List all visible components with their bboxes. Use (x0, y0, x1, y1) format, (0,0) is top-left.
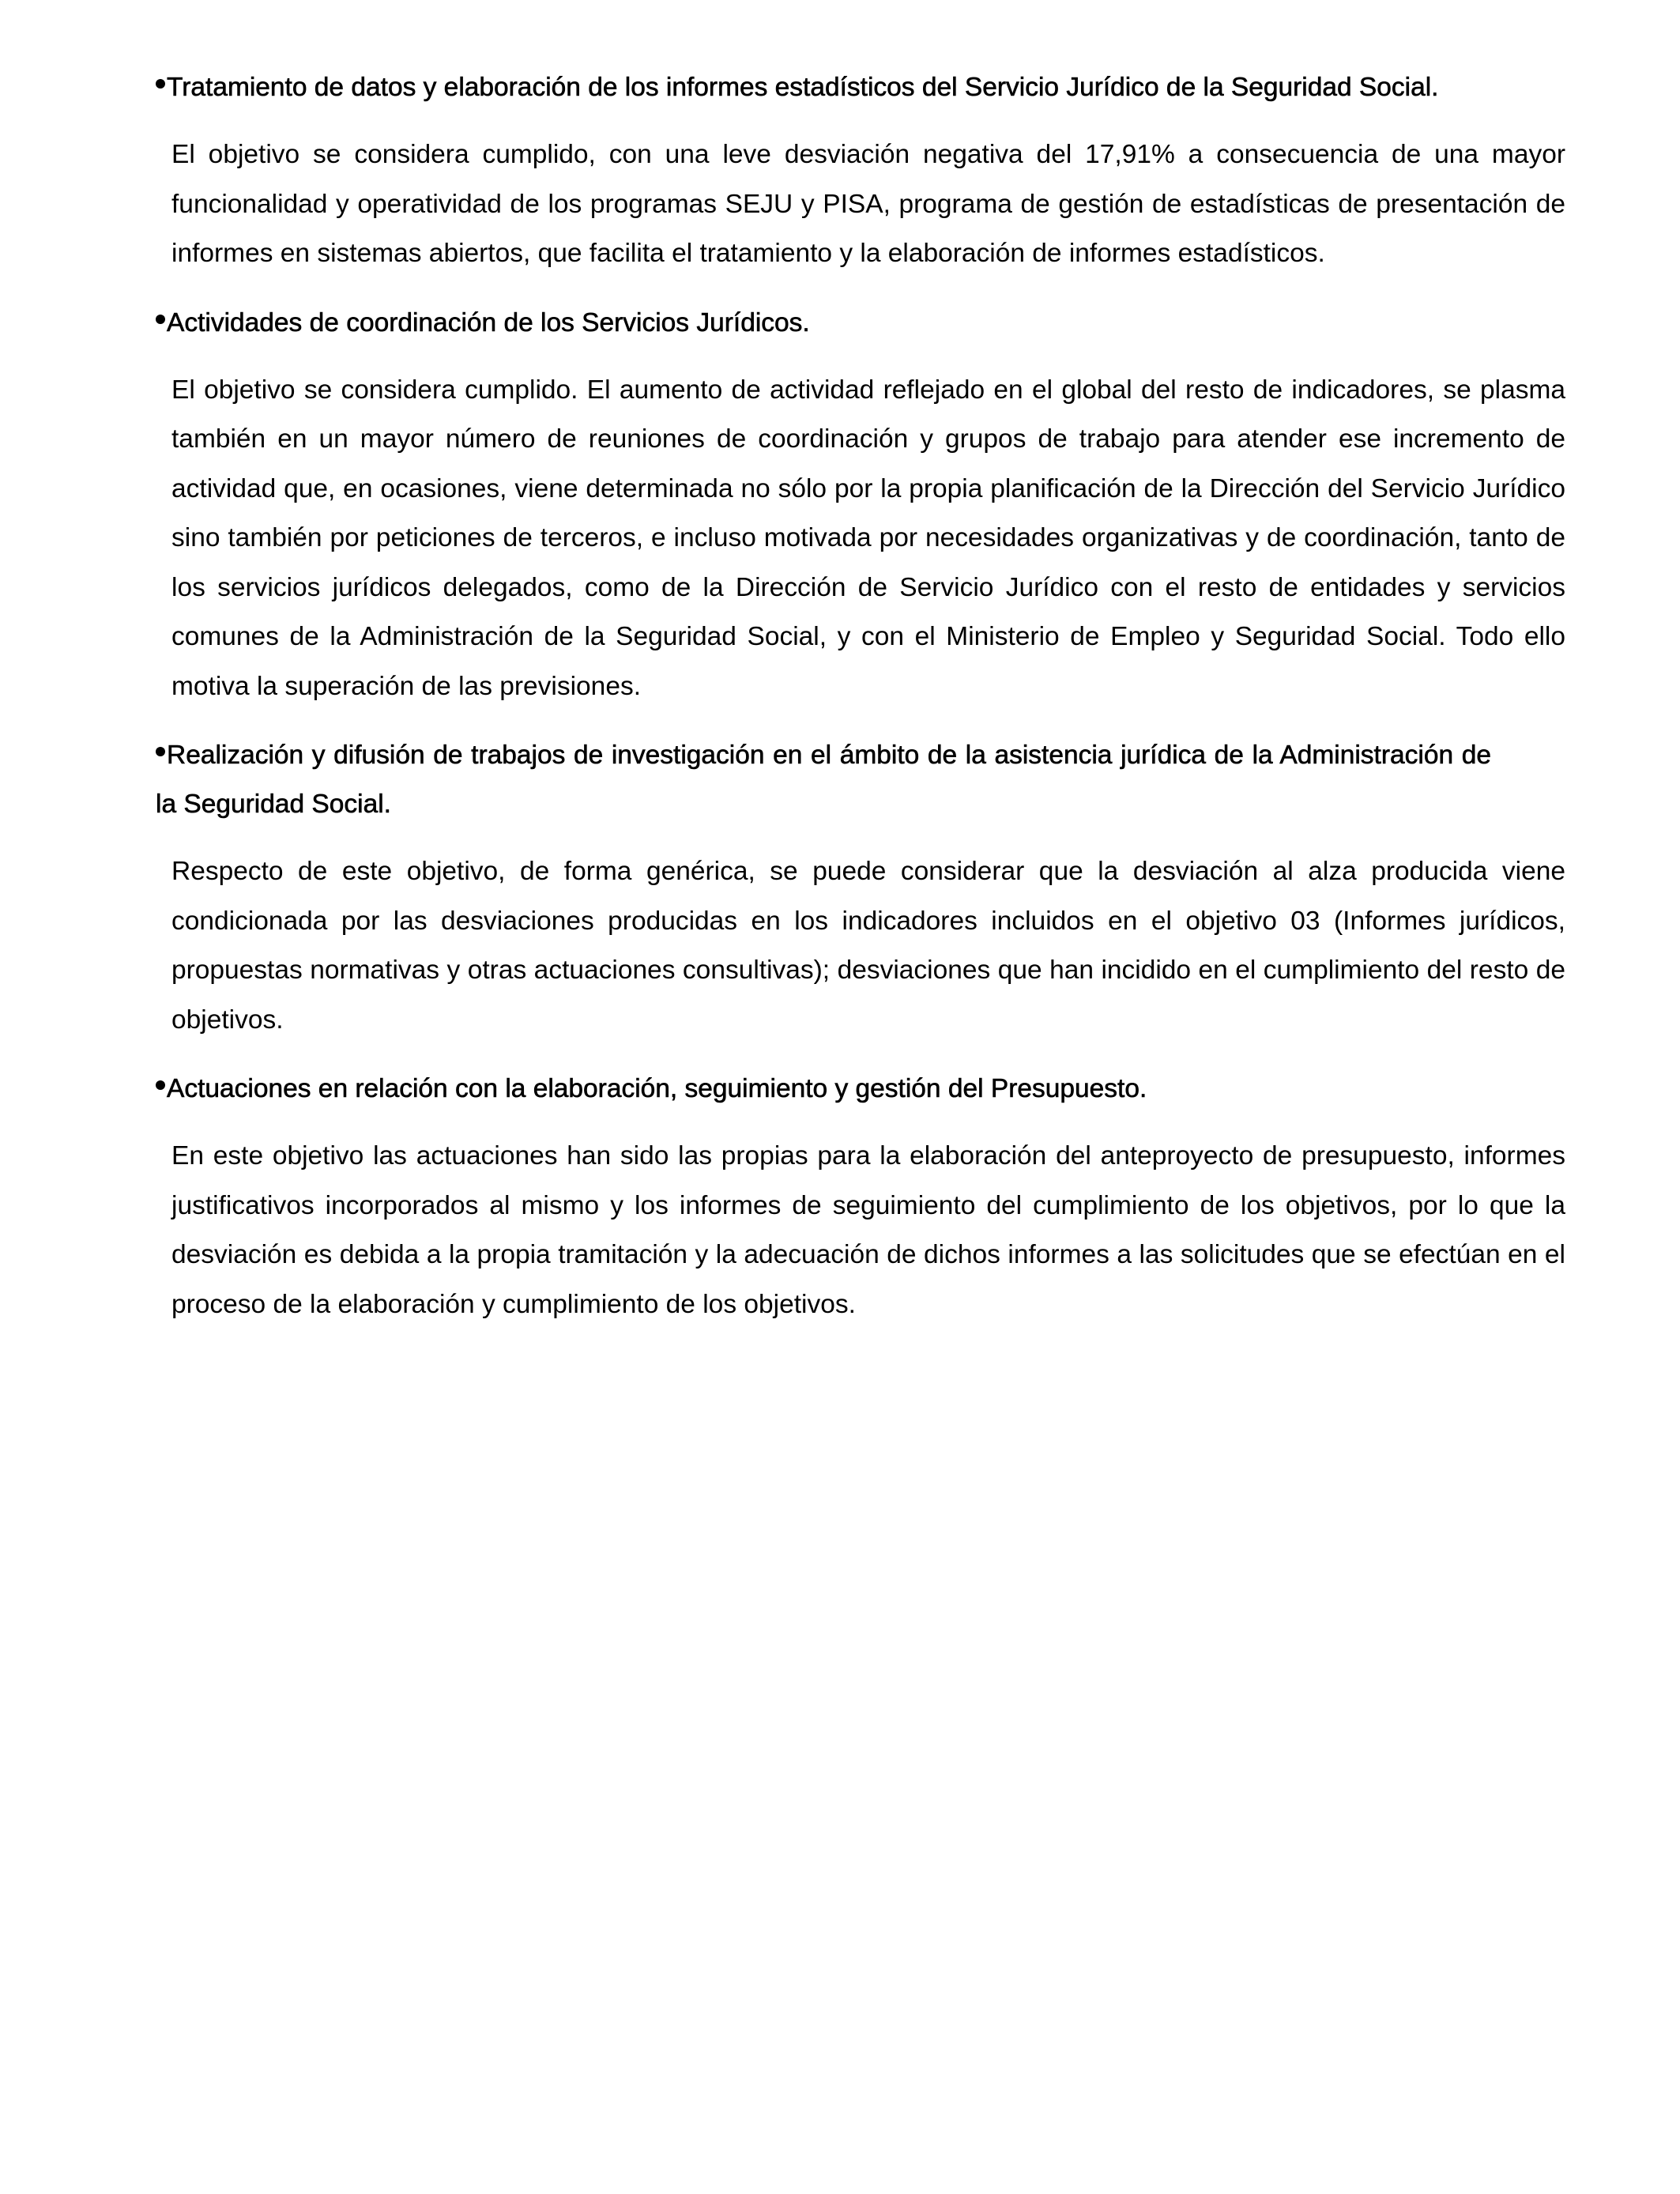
section-heading (156, 731, 1491, 829)
section-body: En este objetivo las actuaciones han sido las propias para la elaboración del anteproyecto de presupuesto, informes justificativos incorporados al mismo y los informes de seguimiento del cumplimiento de los objetivos, por lo que la desviación es debida a la propia tramitación y la adecuación de dichos informes a las solicitudes que se efectúan en el proceso de la elaboración y cumplimiento de los objetivos. (171, 1141, 1565, 1319)
bullet-icon (156, 315, 165, 324)
section-body: El objetivo se considera cumplido. El aumento de actividad reflejado en el global del resto de indicadores, se plasma también en un mayor número de reuniones de coordinación y grupos de trabajo para atender ese incremento de actividad que, en ocasiones, viene determinada no sólo por la propia planificación de la Dirección del Servicio Jurídico sino también por peticiones de terceros, e incluso motivada por necesidades organizativas y de coordinación, tanto de los servicios jurídicos delegados, como de la Dirección de Servicio Jurídico con el resto de entidades y servicios comunes de la Administración de la Seguridad Social, y con el Ministerio de Empleo y Seguridad Social. Todo ello motiva la superación de las previsiones. (171, 375, 1565, 701)
section-heading-text: Actividades de coordinación de los Servicios Jurídicos. (167, 307, 810, 337)
bullet-icon (156, 79, 165, 89)
section-research (156, 731, 1582, 1045)
bullet-icon (156, 747, 165, 756)
section-heading-text: Tratamiento de datos y elaboración de los informes estadísticos del Servicio Jurídico de la Seguridad Social. (167, 73, 1439, 102)
section-heading-text: Realización y difusión de trabajos de investigación en el ámbito de la asistencia jurídica de la Administración de la Seguridad Social. (156, 741, 1491, 819)
section-heading (156, 63, 1483, 112)
document-page (156, 63, 1582, 1349)
section-heading-text: Actuaciones en relación con la elaboración, seguimiento y gestión del Presupuesto. (167, 1074, 1147, 1103)
bullet-icon (156, 1080, 165, 1090)
section-data-processing (156, 63, 1582, 279)
section-coordination (156, 299, 1582, 712)
section-body: Respecto de este objetivo, de forma genérica, se puede considerar que la desviación al alza producida viene condicionada por las desviaciones producidas en los indicadores incluidos en el objetivo 03 (Informes jurídicos, propuestas normativas y otras actuaciones consultivas); desviaciones que han incidido en el cumplimiento del resto de objetivos. (171, 857, 1565, 1035)
section-heading (156, 1065, 1582, 1114)
section-body: El objetivo se considera cumplido, con una leve desviación negativa del 17,91% a consecuencia de una mayor funcionalidad y operatividad de los programas SEJU y PISA, programa de gestión de estadísticas de presentación de informes en sistemas abiertos, que facilita el tratamiento y la elaboración de informes estadísticos. (171, 140, 1565, 268)
section-heading (156, 299, 1582, 348)
section-budget (156, 1065, 1582, 1329)
